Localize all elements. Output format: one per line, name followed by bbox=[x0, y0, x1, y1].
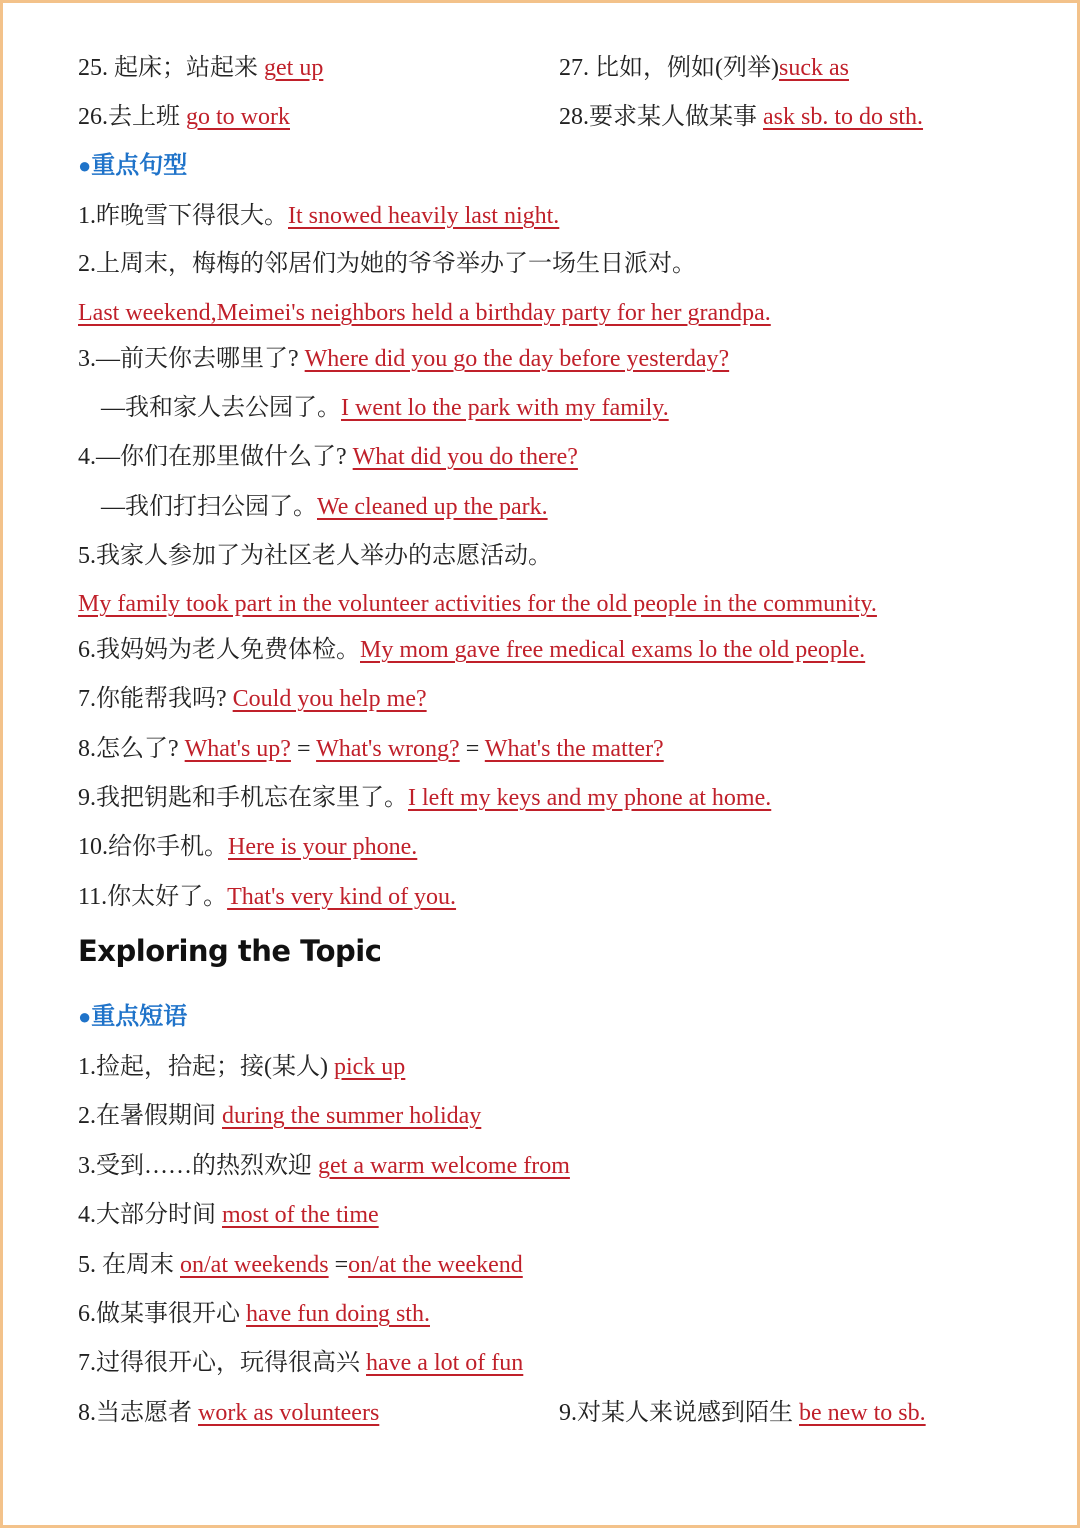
phrase-9 bbox=[559, 1397, 926, 1429]
sentence-zh: 3.—前天你去哪里了? bbox=[78, 346, 305, 372]
sentence-en: We cleaned up the park. bbox=[317, 494, 548, 520]
section-key-phrases bbox=[78, 1001, 187, 1033]
sentence-en: Here is your phone. bbox=[228, 834, 418, 860]
equals-sign: = bbox=[290, 736, 317, 762]
phrase-27 bbox=[559, 52, 849, 84]
phrase-28-zh: 28.要求某人做某事 bbox=[559, 104, 763, 130]
sentence-en: I left my keys and my phone at home. bbox=[408, 785, 772, 811]
sentence-en: That's very kind of you. bbox=[227, 884, 457, 910]
sentence-zh: 7.你能帮我吗? bbox=[78, 686, 233, 712]
phrase-4 bbox=[78, 1199, 379, 1231]
sentence-zh: 1.昨晚雪下得很大。 bbox=[78, 203, 288, 229]
sentence-7 bbox=[78, 683, 427, 715]
phrase-zh: 8.当志愿者 bbox=[78, 1400, 198, 1426]
sentence-zh: 10.给你手机。 bbox=[78, 834, 228, 860]
sentence-en: My mom gave free medical exams lo the old people. bbox=[360, 637, 866, 663]
sentence-zh: —我们打扫公园了。 bbox=[101, 494, 317, 520]
phrase-zh: 7.过得很开心，玩得很高兴 bbox=[78, 1350, 366, 1376]
sentence-en: I went lo the park with my family. bbox=[341, 395, 669, 421]
phrase-en: pick up bbox=[333, 1054, 406, 1080]
sentence-4 bbox=[78, 441, 578, 473]
phrase-zh: 5. 在周末 bbox=[78, 1252, 180, 1278]
sentence-3 bbox=[78, 343, 729, 375]
sentence-en: What's wrong? bbox=[316, 736, 460, 762]
sentence-3-reply bbox=[101, 392, 669, 424]
phrase-25-en: get up bbox=[264, 55, 324, 81]
phrase-en: most of the time bbox=[222, 1202, 379, 1228]
phrase-en: on/at the weekend bbox=[348, 1252, 523, 1278]
sentence-10 bbox=[78, 831, 417, 863]
phrase-5 bbox=[78, 1249, 523, 1281]
sentence-8 bbox=[78, 733, 664, 765]
phrase-en: during the summer holiday bbox=[222, 1103, 482, 1129]
sentence-zh: 11.你太好了。 bbox=[78, 884, 228, 910]
phrase-7 bbox=[78, 1347, 523, 1379]
sentence-9 bbox=[78, 782, 771, 814]
sentence-1 bbox=[78, 200, 559, 232]
sentence-en: What's up? bbox=[184, 736, 291, 762]
sentence-6 bbox=[78, 634, 865, 666]
phrase-27-en: suck as bbox=[778, 55, 849, 81]
phrase-25-zh: 25. 起床；站起来 bbox=[78, 55, 264, 81]
phrase-28 bbox=[559, 101, 923, 133]
sentence-zh: 2.上周末，梅梅的邻居们为她的爷爷举办了一场生日派对。 bbox=[78, 251, 696, 277]
sentence-zh: 8.怎么了? bbox=[78, 736, 185, 762]
phrase-en: get a warm welcome from bbox=[318, 1153, 570, 1179]
phrase-27-zh: 27. 比如，例如(列举) bbox=[559, 55, 779, 81]
sentence-5-zh bbox=[78, 540, 552, 572]
section-label: 重点短语 bbox=[91, 1004, 188, 1030]
equals-sign: = bbox=[459, 736, 485, 762]
sentence-en: My family took part in the volunteer activities for the old people in the community. bbox=[78, 591, 877, 617]
equals-sign: = bbox=[328, 1252, 349, 1278]
section-key-sentences bbox=[78, 150, 187, 182]
phrase-zh: 3.受到……的热烈欢迎 bbox=[78, 1153, 318, 1179]
phrase-zh: 2.在暑假期间 bbox=[78, 1103, 222, 1129]
phrase-2 bbox=[78, 1100, 481, 1132]
phrase-1 bbox=[78, 1051, 405, 1083]
sentence-5-en bbox=[78, 588, 877, 620]
sentence-2-zh bbox=[78, 248, 696, 280]
sentence-en: What did you do there? bbox=[352, 444, 578, 470]
sentence-en: Could you help me? bbox=[232, 686, 427, 712]
phrase-zh: 4.大部分时间 bbox=[78, 1202, 222, 1228]
phrase-zh: 9.对某人来说感到陌生 bbox=[559, 1400, 799, 1426]
phrase-en: on/at weekends bbox=[180, 1252, 329, 1278]
sentence-en: What's the matter? bbox=[484, 736, 664, 762]
phrase-3 bbox=[78, 1150, 570, 1182]
sentence-4-reply bbox=[101, 491, 548, 523]
phrase-8 bbox=[78, 1397, 379, 1429]
sentence-zh: —我和家人去公园了。 bbox=[101, 395, 341, 421]
sentence-zh: 4.—你们在那里做什么了? bbox=[78, 444, 353, 470]
section-label: 重点句型 bbox=[91, 153, 188, 179]
phrase-zh: 1.捡起，拾起；接(某人) bbox=[78, 1054, 334, 1080]
sentence-zh: 5.我家人参加了为社区老人举办的志愿活动。 bbox=[78, 543, 552, 569]
sentence-11 bbox=[78, 881, 456, 913]
phrase-26-en: go to work bbox=[186, 104, 290, 130]
sentence-zh: 9.我把钥匙和手机忘在家里了。 bbox=[78, 785, 408, 811]
sentence-en: It snowed heavily last night. bbox=[288, 203, 560, 229]
phrase-26-zh: 26.去上班 bbox=[78, 104, 186, 130]
sentence-zh: 6.我妈妈为老人免费体检。 bbox=[78, 637, 360, 663]
phrase-26 bbox=[78, 101, 290, 133]
phrase-zh: 6.做某事很开心 bbox=[78, 1301, 246, 1327]
phrase-25 bbox=[78, 52, 323, 84]
phrase-en: have fun doing sth. bbox=[246, 1301, 430, 1327]
phrase-6 bbox=[78, 1298, 430, 1330]
topic-heading: Exploring the Topic bbox=[78, 934, 382, 968]
phrase-en: have a lot of fun bbox=[366, 1350, 524, 1376]
bullet-icon: ● bbox=[78, 1004, 92, 1029]
phrase-en: be new to sb. bbox=[799, 1400, 926, 1426]
sentence-en: Last weekend,Meimei's neighbors held a birthday party for her grandpa. bbox=[78, 300, 771, 326]
phrase-28-en: ask sb. to do sth. bbox=[763, 104, 924, 130]
bullet-icon: ● bbox=[78, 153, 92, 178]
sentence-en: Where did you go the day before yesterday? bbox=[304, 346, 730, 372]
sentence-2-en bbox=[78, 297, 771, 329]
phrase-en: work as volunteers bbox=[198, 1400, 380, 1426]
